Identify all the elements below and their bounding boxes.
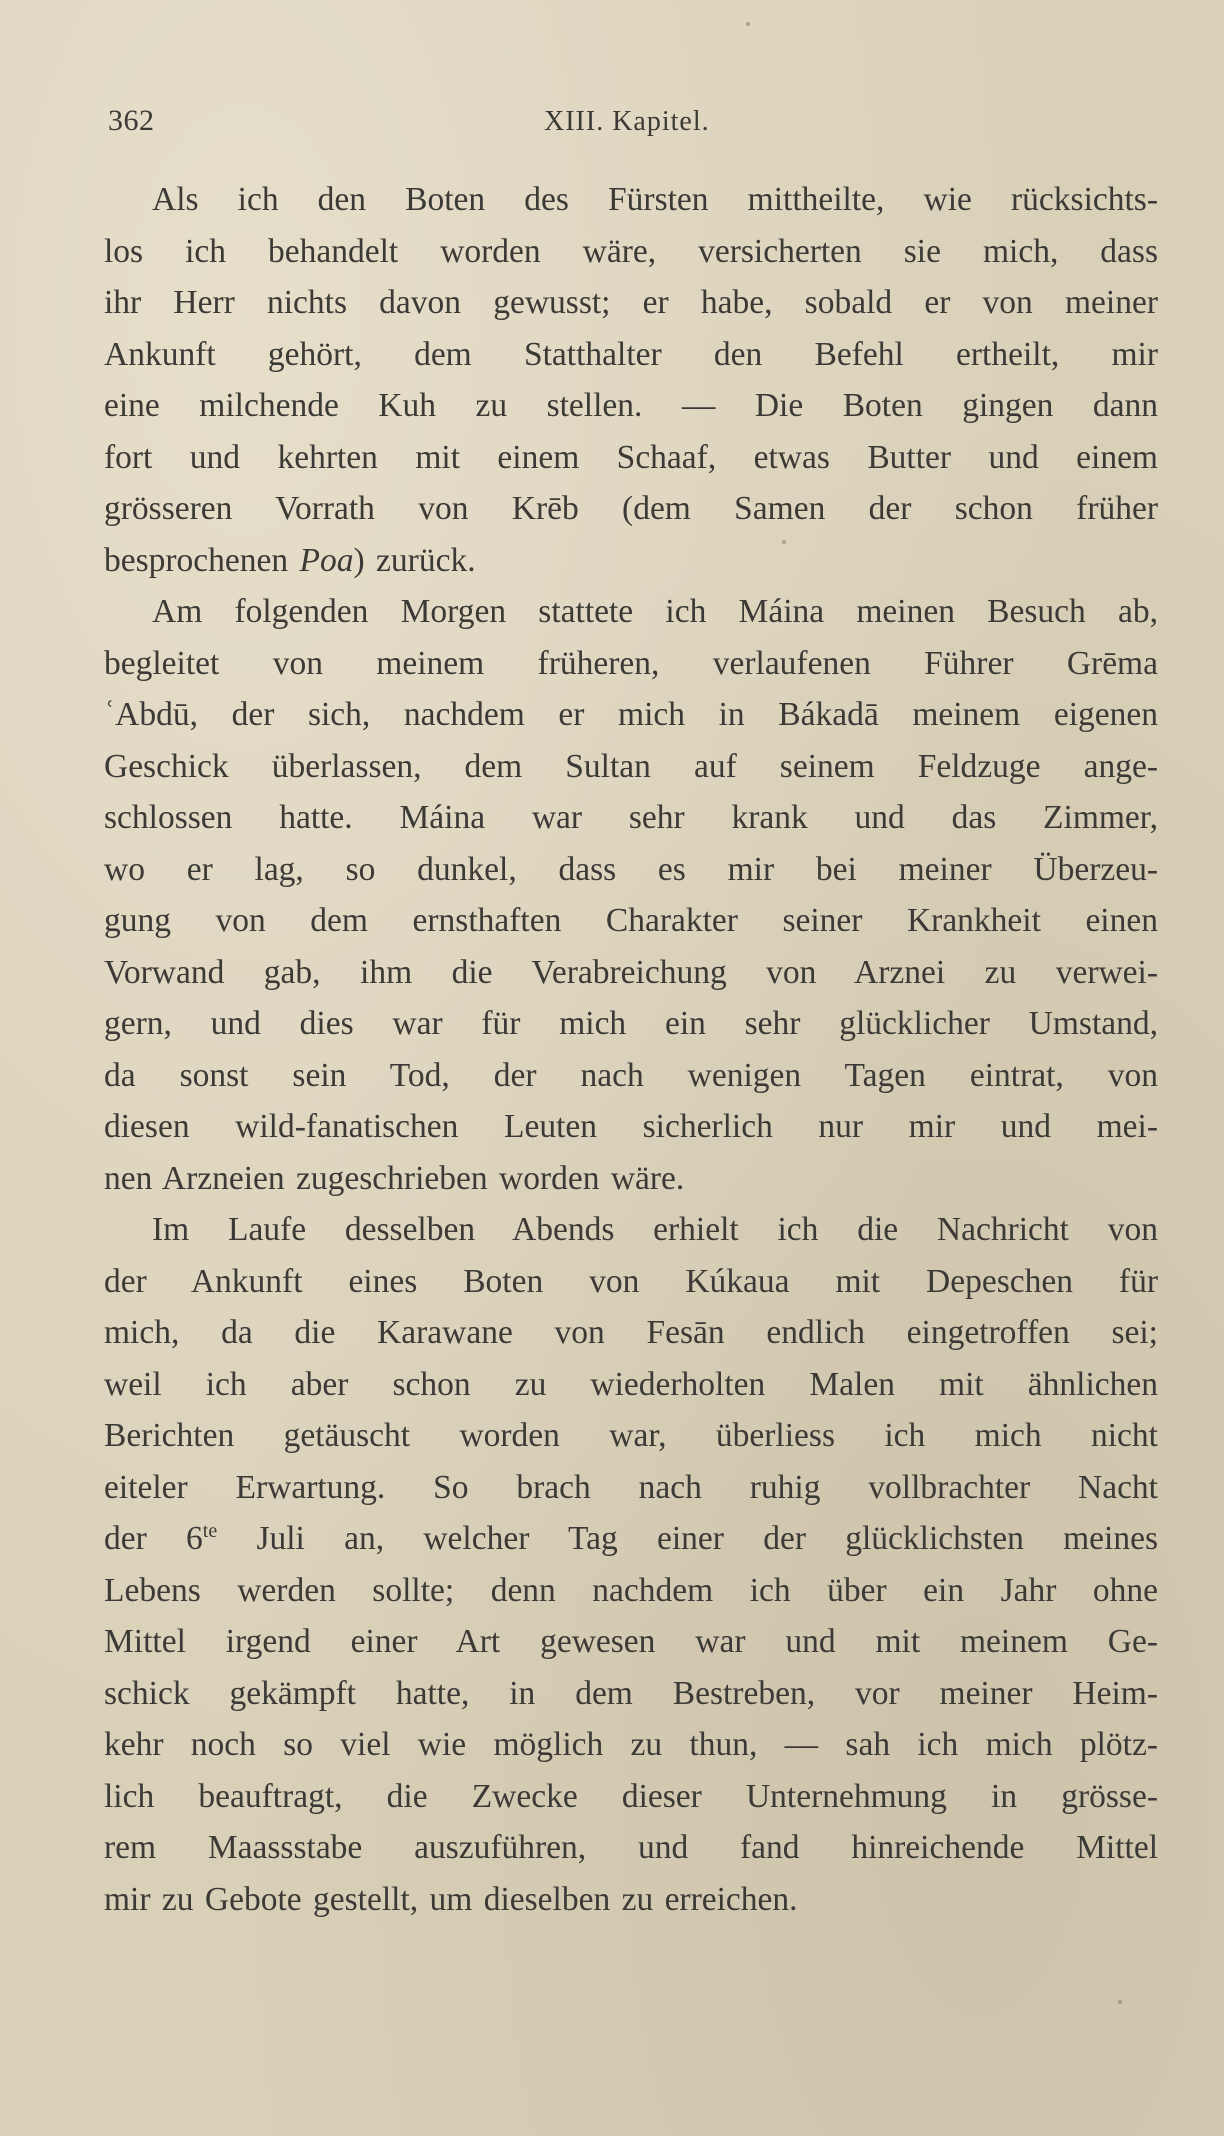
text-line: mir zu Gebote gestellt, um dieselben zu erreichen. <box>104 1880 798 1918</box>
paper-speck <box>746 22 750 26</box>
text-line: besprochenen Poa) zurück. <box>104 541 476 579</box>
text-line: Lebens werden sollte; denn nachdem ich über ein Jahr ohne <box>104 1571 1158 1609</box>
text-line: begleitet von meinem früheren, verlaufenen Führer Grēma <box>104 644 1158 682</box>
text-line: grösseren Vorrath von Krēb (dem Samen der schon früher <box>104 490 1158 527</box>
text-line: ʿAbdū, der sich, nachdem er mich in Bákadā meinem eigenen <box>104 696 1158 733</box>
text-line: eine milchende Kuh zu stellen. — Die Boten gingen dann <box>104 387 1158 424</box>
text-line: lich beauftragt, die Zwecke dieser Unternehmung in grösse- <box>104 1777 1158 1815</box>
paper-speck <box>782 540 786 544</box>
italic-term: Poa <box>299 541 354 579</box>
running-head: XIII. Kapitel. <box>544 106 710 137</box>
text-line: los ich behandelt worden wäre, versicherten sie mich, dass <box>104 232 1158 270</box>
text-line: schick gekämpft hatte, in dem Bestreben, vor meiner Heim- <box>104 1674 1158 1712</box>
text-line: wo er lag, so dunkel, dass es mir bei meiner Überzeu- <box>104 850 1158 888</box>
page-number: 362 <box>108 104 155 137</box>
text-line: Ankunft gehört, dem Statthalter den Befehl ertheilt, mir <box>104 335 1158 373</box>
text-line: rem Maassstabe auszuführen, und fand hinreichende Mittel <box>104 1829 1158 1866</box>
text-line: Mittel irgend einer Art gewesen war und mit meinem Ge- <box>104 1623 1158 1660</box>
text-line: Im Laufe desselben Abends erhielt ich die Nachricht von <box>152 1211 1158 1248</box>
text-line: Vorwand gab, ihm die Verabreichung von Arznei zu verwei- <box>104 953 1158 991</box>
text-line: gung von dem ernsthaften Charakter seiner Krankheit einen <box>104 902 1158 939</box>
text-line: weil ich aber schon zu wiederholten Malen mit ähnlichen <box>104 1365 1158 1403</box>
text-line: mich, da die Karawane von Fesān endlich eingetroffen sei; <box>104 1314 1158 1351</box>
text-line: Berichten getäuscht worden war, überliess ich mich nicht <box>104 1417 1158 1454</box>
text-line: Geschick überlassen, dem Sultan auf seinem Feldzuge ange- <box>104 747 1158 785</box>
text-line: schlossen hatte. Máina war sehr krank und das Zimmer, <box>104 799 1158 836</box>
text-line: der $6^{te}$ Juli an, welcher Tag einer der glücklichsten meines <box>104 1519 1158 1557</box>
text-line: diesen wild-fanatischen Leuten sicherlich nur mir und mei- <box>104 1108 1158 1145</box>
text-line: kehr noch so viel wie möglich zu thun, — sah ich mich plötz- <box>104 1726 1158 1763</box>
text-line: da sonst sein Tod, der nach wenigen Tagen eintrat, von <box>104 1056 1158 1094</box>
text-line: nen Arzneien zugeschrieben worden wäre. <box>104 1159 685 1197</box>
page-header <box>108 104 1158 144</box>
text-line: fort und kehrten mit einem Schaaf, etwas Butter und einem <box>104 438 1158 476</box>
text-line: eiteler Erwartung. So brach nach ruhig vollbrachter Nacht <box>104 1468 1158 1506</box>
text-line: der Ankunft eines Boten von Kúkaua mit Depeschen für <box>104 1262 1158 1300</box>
text-line: Am folgenden Morgen stattete ich Máina meinen Besuch ab, <box>152 593 1158 630</box>
paper-speck <box>1118 2000 1122 2004</box>
text-line: gern, und dies war für mich ein sehr glücklicher Umstand, <box>104 1005 1158 1042</box>
ordinal-suffix: te <box>202 1519 218 1542</box>
text-line: ihr Herr nichts davon gewusst; er habe, sobald er von meiner <box>104 284 1158 321</box>
body-text <box>104 174 1158 1925</box>
text-line: Als ich den Boten des Fürsten mittheilte, wie rücksichts- <box>152 181 1158 218</box>
